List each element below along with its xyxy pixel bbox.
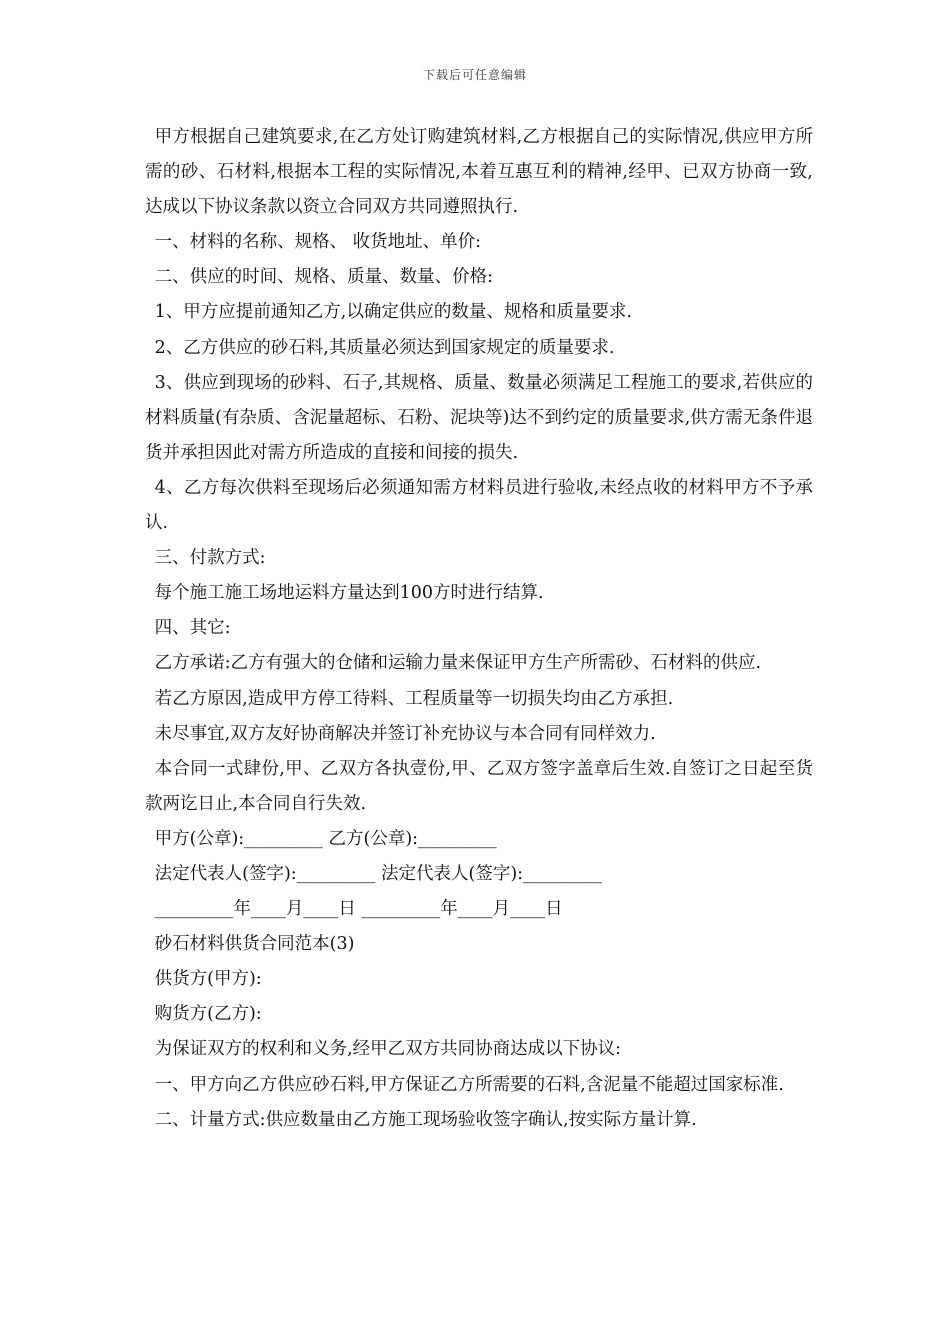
agreement-preamble: 为保证双方的权利和义务,经甲乙双方共同协商达成以下协议:	[154, 1039, 622, 1060]
payment-clause: 每个施工施工场地运料方量达到100方时进行结算.	[154, 583, 544, 604]
section-heading-payment: 三、付款方式:	[154, 548, 266, 569]
agreement-clause-1: 一、甲方向乙方供应砂石料,甲方保证乙方所需要的石料,含泥量不能超过国家标准.	[154, 1074, 784, 1095]
other-clause-supplement: 未尽事宜,双方友好协商解决并签订补充协议与本合同有同样效力.	[154, 723, 656, 744]
document-body	[145, 120, 813, 1138]
signature-seal-line: 甲方(公章):_________ 乙方(公章):_________	[154, 828, 497, 849]
clause-item-1: 1、甲方应提前通知乙方,以确定供应的数量、规格和质量要求.	[154, 302, 632, 323]
other-clause-copies: 本合同一式肆份,甲、乙双方各执壹份,甲、乙双方签字盖章后生效.自签订之日起至货款两讫日止,本合同自行失效.	[145, 758, 813, 814]
page-header: 下载后可任意编辑	[422, 68, 527, 82]
other-clause-commitment: 乙方承诺:乙方有强大的仓储和运输力量来保证甲方生产所需砂、石材料的供应.	[154, 653, 762, 674]
clause-item-2: 2、乙方供应的砂石料,其质量必须达到国家规定的质量要求.	[154, 337, 615, 358]
other-clause-liability: 若乙方原因,造成甲方停工待料、工程质量等一切损失均由乙方承担.	[154, 688, 674, 709]
supplier-party-line: 供货方(甲方):	[154, 969, 262, 990]
signature-date-line: _________年____月____日 _________年____月____日	[154, 899, 563, 920]
buyer-party-line: 购货方(乙方):	[154, 1004, 262, 1025]
contract-template-title: 砂石材料供货合同范本(3)	[154, 934, 355, 955]
section-heading-supply: 二、供应的时间、规格、质量、数量、价格:	[154, 267, 494, 288]
section-heading-materials: 一、材料的名称、规格、 收货地址、单价:	[154, 232, 482, 253]
section-heading-other: 四、其它:	[154, 618, 231, 639]
paragraph-intro: 甲方根据自己建筑要求,在乙方处订购建筑材料,乙方根据自己的实际情况,供应甲方所需的砂、石材料,根据本工程的实际情况,本着互惠互利的精神,经甲、已双方协商一致,达成以下协议条款以资立合同双方共同遵照执行.	[145, 127, 813, 218]
agreement-clause-2: 二、计量方式:供应数量由乙方施工现场验收签字确认,按实际方量计算.	[154, 1109, 697, 1130]
clause-item-3: 3、供应到现场的砂料、石子,其规格、质量、数量必须满足工程施工的要求,若供应的材料质量(有杂质、含泥量超标、石粉、泥块等)达不到约定的质量要求,供方需无条件退货并承担因此对需方所造成的直接和间接的损失.	[145, 372, 813, 463]
clause-item-4: 4、乙方每次供料至现场后必须通知需方材料员进行验收,未经点收的材料甲方不予承认.	[145, 477, 813, 534]
signature-representative-line: 法定代表人(签字):_________ 法定代表人(签字):_________	[154, 863, 602, 884]
